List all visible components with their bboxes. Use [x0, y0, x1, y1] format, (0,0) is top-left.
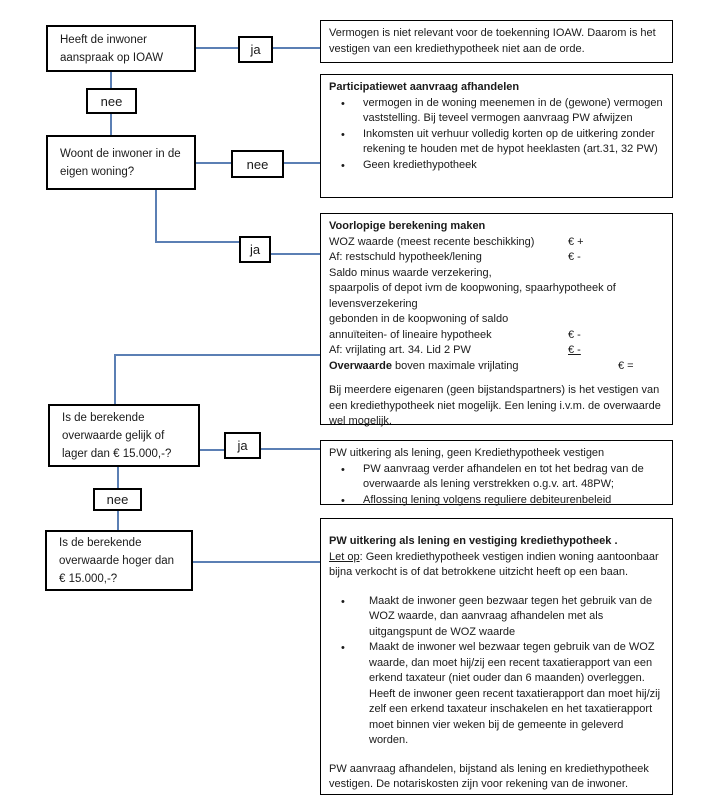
outcome-box-participatiewet [320, 74, 673, 198]
connector-q1-nee1 [110, 72, 112, 88]
calc-row [329, 343, 664, 359]
question-text: Heeft de inwoner aanspraak op IOAW [60, 33, 164, 64]
calc-label: levensverzekering [329, 297, 418, 310]
calc-row [329, 328, 664, 344]
calc-row [329, 359, 664, 375]
calc-row [329, 266, 664, 282]
calc-amount: € - [568, 344, 581, 356]
outcome-title: PW uitkering als lening en vestiging krediethypotheek . [329, 535, 618, 547]
label-text: ja [250, 42, 261, 57]
calc-label: annuïteiten- of lineaire hypotheek [329, 328, 492, 341]
label-ja-1 [238, 36, 273, 63]
outcome-box-berekening [320, 213, 673, 425]
label-text: nee [100, 93, 123, 109]
calc-row [329, 281, 664, 297]
label-text: nee [246, 156, 269, 172]
connector-ja1-ioaw [273, 47, 320, 49]
calc-amount: € - [568, 251, 581, 263]
bullet-item: • Inkomsten uit verhuur volledig korten op de uitkering zonder rekening te houden met de hypot heeklasten (art.31, 32 PW) [329, 127, 664, 158]
label-ja-3 [224, 432, 261, 459]
bullet-item: • Maakt de inwoner geen bezwaar tegen het gebruik van de WOZ waarde, dan aanvraag afhandelen met als uitgangspunt de WOZ waarde [329, 594, 664, 641]
question-box-overwaarde-hoger [45, 530, 193, 591]
bullet-item: • Aflossing lening volgens reguliere debiteurenbeleid [329, 493, 664, 509]
connector-ja3-lening [261, 448, 320, 450]
connector-nee3-q4 [117, 511, 119, 530]
question-text: Is de berekende overwaarde gelijk of lager dan € 15.000,-? [62, 411, 172, 460]
calc-row [329, 250, 664, 266]
connector-berekening-left [114, 354, 320, 356]
label-nee-1 [86, 88, 137, 114]
outcome-box-lening [320, 440, 673, 505]
connector-corner-ja2 [155, 241, 239, 243]
connector-down-q3 [114, 354, 116, 404]
calc-label: WOZ waarde (meest recente beschikking) [329, 235, 535, 248]
label-ja-2 [239, 236, 271, 263]
outcome-title: PW uitkering als lening, geen Krediethypotheek vestigen [329, 447, 605, 459]
warning-text: : Geen krediethypotheek vestigen indien woning aantoonbaar bijna verkocht is of dat betrokkene uitzicht heeft op een baan. [329, 550, 659, 578]
calc-amount: € + [568, 235, 584, 248]
connector-q1-ja1 [196, 47, 238, 49]
calc-label: Saldo minus waarde verzekering, [329, 266, 492, 279]
bullet-item: • Geen krediethypotheek [329, 158, 664, 174]
calc-label-bold: Overwaarde [329, 359, 392, 372]
outcome-note: Bij meerdere eigenaren (geen bijstandspartners) is het vestigen van een krediethypotheek niet mogelijk. Een lening i.v.m. de overwaarde wel mogelijk. [329, 384, 661, 427]
outcome-box-ioaw [320, 20, 673, 63]
connector-nee1-q2 [110, 114, 112, 135]
outcome-title: Participatiewet aanvraag afhandelen [329, 81, 520, 93]
outcome-title: Voorlopige berekening maken [329, 220, 486, 232]
outcome-box-krediethypotheek [320, 518, 673, 795]
question-text: Woont de inwoner in de eigen woning? [60, 147, 181, 178]
label-nee-3 [93, 488, 142, 511]
connector-q2-down [155, 190, 157, 243]
question-box-eigen-woning [46, 135, 196, 190]
calc-row [329, 235, 664, 251]
question-box-ioaw [46, 25, 196, 72]
question-box-overwaarde-lager [48, 404, 200, 467]
outcome-text: Vermogen is niet relevant voor de toekenning IOAW. Daarom is het vestigen van een krediethypotheek niet aan de orde. [329, 27, 656, 55]
bullet-item: • Maakt de inwoner wel bezwaar tegen gebruik van de WOZ waarde, dan moet hij/zij een recent taxatierapport van een erkend taxateur (niet ouder dan 6 maanden) overleggen. Heeft de inwoner geen recent taxatierapport dan moet hij/zij zelf een erkend taxateur inschakelen en het taxatierapport moet binnen vier weken bij de gemeente in geleverd worden. [329, 640, 664, 749]
outcome-footer: PW aanvraag afhandelen, bijstand als lening en krediethypotheek vestigen. De notariskosten zijn voor rekening van de inwoner. [329, 762, 649, 790]
bullet-item: • vermogen in de woning meenemen in de (gewone) vermogen vaststelling. Bij teveel vermogen aanvraag PW afwijzen [329, 96, 664, 127]
outcome-warning [329, 550, 664, 581]
calc-amount: € = [618, 359, 634, 372]
bullet-item: • PW aanvraag verder afhandelen en tot het bedrag van de overwaarde als lening verstrekken o.g.v. art. 48PW; [329, 462, 664, 493]
calc-label: boven maximale vrijlating [391, 359, 519, 372]
calc-label: Af: vrijlating art. 34. Lid 2 PW [329, 344, 471, 356]
label-text: nee [106, 492, 129, 507]
question-text: Is de berekende overwaarde hoger dan € 15.000,-? [59, 536, 175, 585]
connector-q4-krediethypotheek [193, 561, 320, 563]
label-nee-2 [231, 150, 284, 178]
calc-label: gebonden in de koopwoning of saldo [329, 313, 509, 325]
calc-row [329, 312, 664, 328]
connector-q2-nee2 [196, 162, 231, 164]
label-text: ja [249, 242, 261, 257]
label-text: ja [237, 438, 248, 453]
calc-row [329, 297, 664, 313]
warning-label: Let op [329, 550, 360, 563]
connector-q3-nee3 [117, 467, 119, 488]
calc-label: spaarpolis of depot ivm de koopwoning, spaarhypotheek of [329, 282, 616, 294]
calc-label: Af: restschuld hypotheek/lening [329, 251, 482, 263]
calc-amount: € - [568, 328, 581, 341]
connector-nee2-participatiewet [284, 162, 320, 164]
connector-ja2-berekening [271, 253, 320, 255]
connector-q3-ja3 [200, 449, 224, 451]
